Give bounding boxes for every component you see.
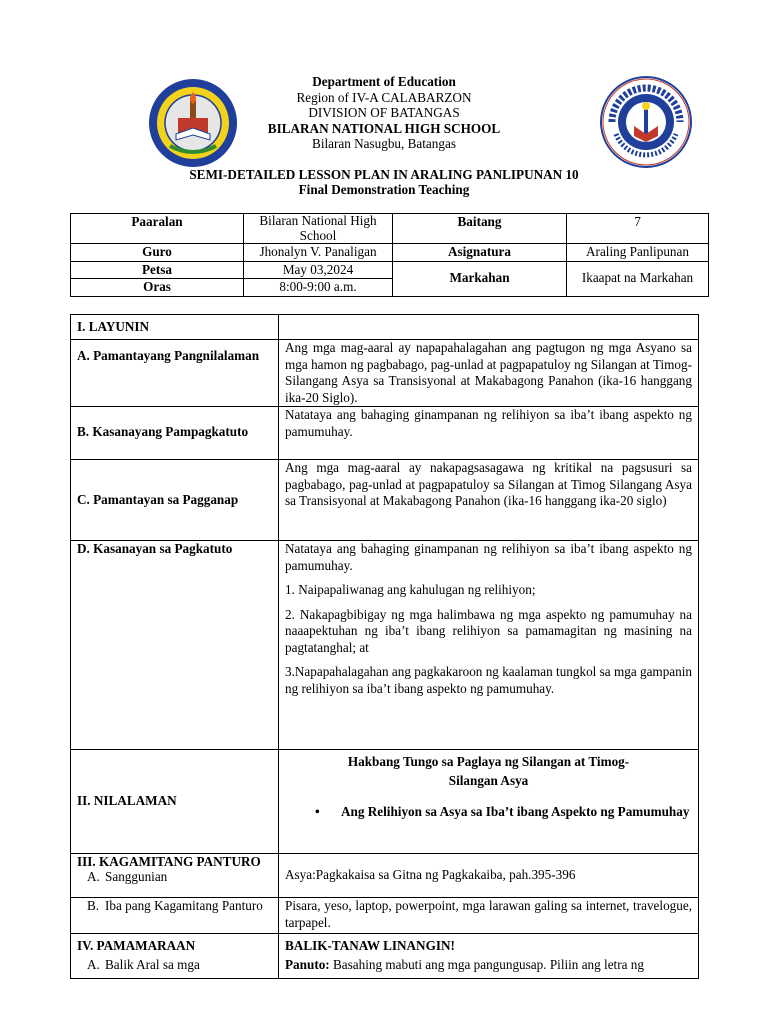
paaralan-value: Bilaran National High School bbox=[244, 214, 393, 244]
lesson-plan-table bbox=[70, 314, 699, 979]
panuto-line bbox=[285, 955, 692, 974]
kasanayang-pampagkatuto-label: B. Kasanayang Pampagkatuto bbox=[71, 407, 279, 460]
pamamaraan-cell bbox=[71, 934, 279, 979]
asignatura-label: Asignatura bbox=[393, 244, 567, 262]
balik-aral-row bbox=[77, 955, 272, 974]
nilalaman-title: Hakbang Tungo sa Paglaya ng Silangan at Timog-Silangan Asya bbox=[347, 754, 630, 788]
pamamaraan-label: IV. PAMAMARAAN bbox=[77, 938, 196, 953]
nilalaman-bullet-item bbox=[285, 804, 692, 821]
pamantayang-pangnilalaman-label: A. Pamantayang Pangnilalaman bbox=[71, 340, 279, 407]
pamantayan-pagganap-text: Ang mga mag-aaral ay nakapagsasagawa ng kritikal na pagsusuri sa pagbabago, pag-unlad at pagpapatuloy sa Silangan at Timog Silangang Asya sa Transisyonal at Makabagong Panahon (ika-16 hanggang ika-20 siglo) bbox=[279, 460, 699, 541]
nilalaman-label: II. NILALAMAN bbox=[71, 750, 279, 854]
title-line-2: Final Demonstration Teaching bbox=[298, 182, 470, 197]
school-address: Bilaran Nasugbu, Batangas bbox=[312, 136, 456, 151]
objective-1: 1. Naipapaliwanag ang kahulugan ng relihiyon; bbox=[285, 582, 536, 597]
balik-tanaw-content bbox=[279, 934, 699, 979]
kagamitang-panturo-cell bbox=[71, 854, 279, 898]
bullet-icon: • bbox=[315, 804, 320, 819]
kasanayan-pagkatuto-text: Natataya ang bahaging ginampanan ng relihiyon sa iba’t ibang aspekto ng pamumuhay. bbox=[285, 541, 692, 573]
markahan-label: Markahan bbox=[393, 261, 567, 296]
balik-aral-label: Balik Aral sa mga bbox=[105, 957, 200, 972]
document-header bbox=[0, 74, 768, 152]
sanggunian-label-row bbox=[77, 869, 272, 884]
oras-value: 8:00-9:00 a.m. bbox=[244, 279, 393, 297]
sanggunian-text: Asya:Pagkakaisa sa Gitna ng Pagkakaiba, pah.395-396 bbox=[279, 854, 699, 898]
oras-label: Oras bbox=[71, 279, 244, 297]
guro-label: Guro bbox=[71, 244, 244, 262]
asignatura-value: Araling Panlipunan bbox=[567, 244, 709, 262]
school-name: BILARAN NATIONAL HIGH SCHOOL bbox=[267, 120, 501, 136]
document-title bbox=[0, 167, 768, 197]
division-name: DIVISION OF BATANGAS bbox=[308, 105, 460, 120]
balik-tanaw-heading: BALIK-TANAW LINANGIN! bbox=[285, 938, 455, 953]
balik-marker: A. bbox=[87, 957, 100, 972]
iba-pang-kagamitan-text: Pisara, yeso, laptop, powerpoint, mga larawan galing sa internet, travelogue, tarpapel. bbox=[279, 898, 699, 934]
panuto-text: Basahing mabuti ang mga pangungusap. Piliin ang letra ng bbox=[333, 957, 644, 972]
pamantayang-pangnilalaman-text: Ang mga mag-aaral ay napapahalagahan ang pagtugon ng mga Asyano sa mga hamon ng pagbabago, pag-unlad at pagpapatuloy ng Silangan at Timog-Silangang Asya sa Transisyonal at Makabagong Panahon (ika-16 hanggang ika-20 Siglo). bbox=[279, 340, 699, 407]
petsa-label: Petsa bbox=[71, 261, 244, 279]
kagamitang-panturo-label: III. KAGAMITANG PANTURO bbox=[77, 854, 261, 869]
paaralan-label: Paaralan bbox=[71, 214, 244, 244]
iba-marker: B. bbox=[87, 898, 100, 913]
guro-value: Jhonalyn V. Panaligan bbox=[244, 244, 393, 262]
sanggunian-marker: A. bbox=[87, 869, 100, 884]
iba-pang-kagamitan-cell bbox=[71, 898, 279, 934]
kasanayan-pagkatuto-label: D. Kasanayan sa Pagkatuto bbox=[71, 541, 279, 750]
objective-3: 3.Napapahalagahan ang pagkakaroon ng kaalaman tungkol sa mga gampanin ng relihiyon sa iba’t ibang aspekto ng pamumuhay. bbox=[285, 664, 692, 696]
pamantayan-pagganap-label: C. Pamantayan sa Pagganap bbox=[71, 460, 279, 541]
baitang-label: Baitang bbox=[393, 214, 567, 244]
kasanayan-pagkatuto-content bbox=[279, 541, 699, 750]
markahan-value: Ikaapat na Markahan bbox=[567, 261, 709, 296]
info-table bbox=[70, 213, 709, 297]
department-name: Department of Education bbox=[312, 74, 456, 89]
baitang-value: 7 bbox=[567, 214, 709, 244]
layunin-empty bbox=[279, 315, 699, 340]
nilalaman-content bbox=[279, 750, 699, 854]
nilalaman-bullet-text: Ang Relihiyon sa Asya sa Iba’t ibang Aspekto ng Pamumuhay bbox=[341, 804, 690, 819]
iba-pang-kagamitan-label: Iba pang Kagamitang Panturo bbox=[105, 898, 263, 913]
layunin-label: I. LAYUNIN bbox=[71, 315, 279, 340]
title-line-1: SEMI-DETAILED LESSON PLAN IN ARALING PANLIPUNAN 10 bbox=[189, 167, 579, 182]
kasanayang-pampagkatuto-text: Natataya ang bahaging ginampanan ng relihiyon sa iba’t ibang aspekto ng pamumuhay. bbox=[279, 407, 699, 460]
sanggunian-label: Sanggunian bbox=[105, 869, 168, 884]
objective-2: 2. Nakapagbibigay ng mga halimbawa ng mga aspekto ng pamumuhay na naaapektuhan ng iba’t ibang relihiyon sa pamamagitan ng masining na pagtatanghal; at bbox=[285, 606, 692, 655]
iba-pang-kagamitan-row bbox=[77, 898, 272, 913]
petsa-value: May 03,2024 bbox=[244, 261, 393, 279]
panuto-label: Panuto: bbox=[285, 957, 330, 972]
region-name: Region of IV-A CALABARZON bbox=[296, 89, 472, 105]
